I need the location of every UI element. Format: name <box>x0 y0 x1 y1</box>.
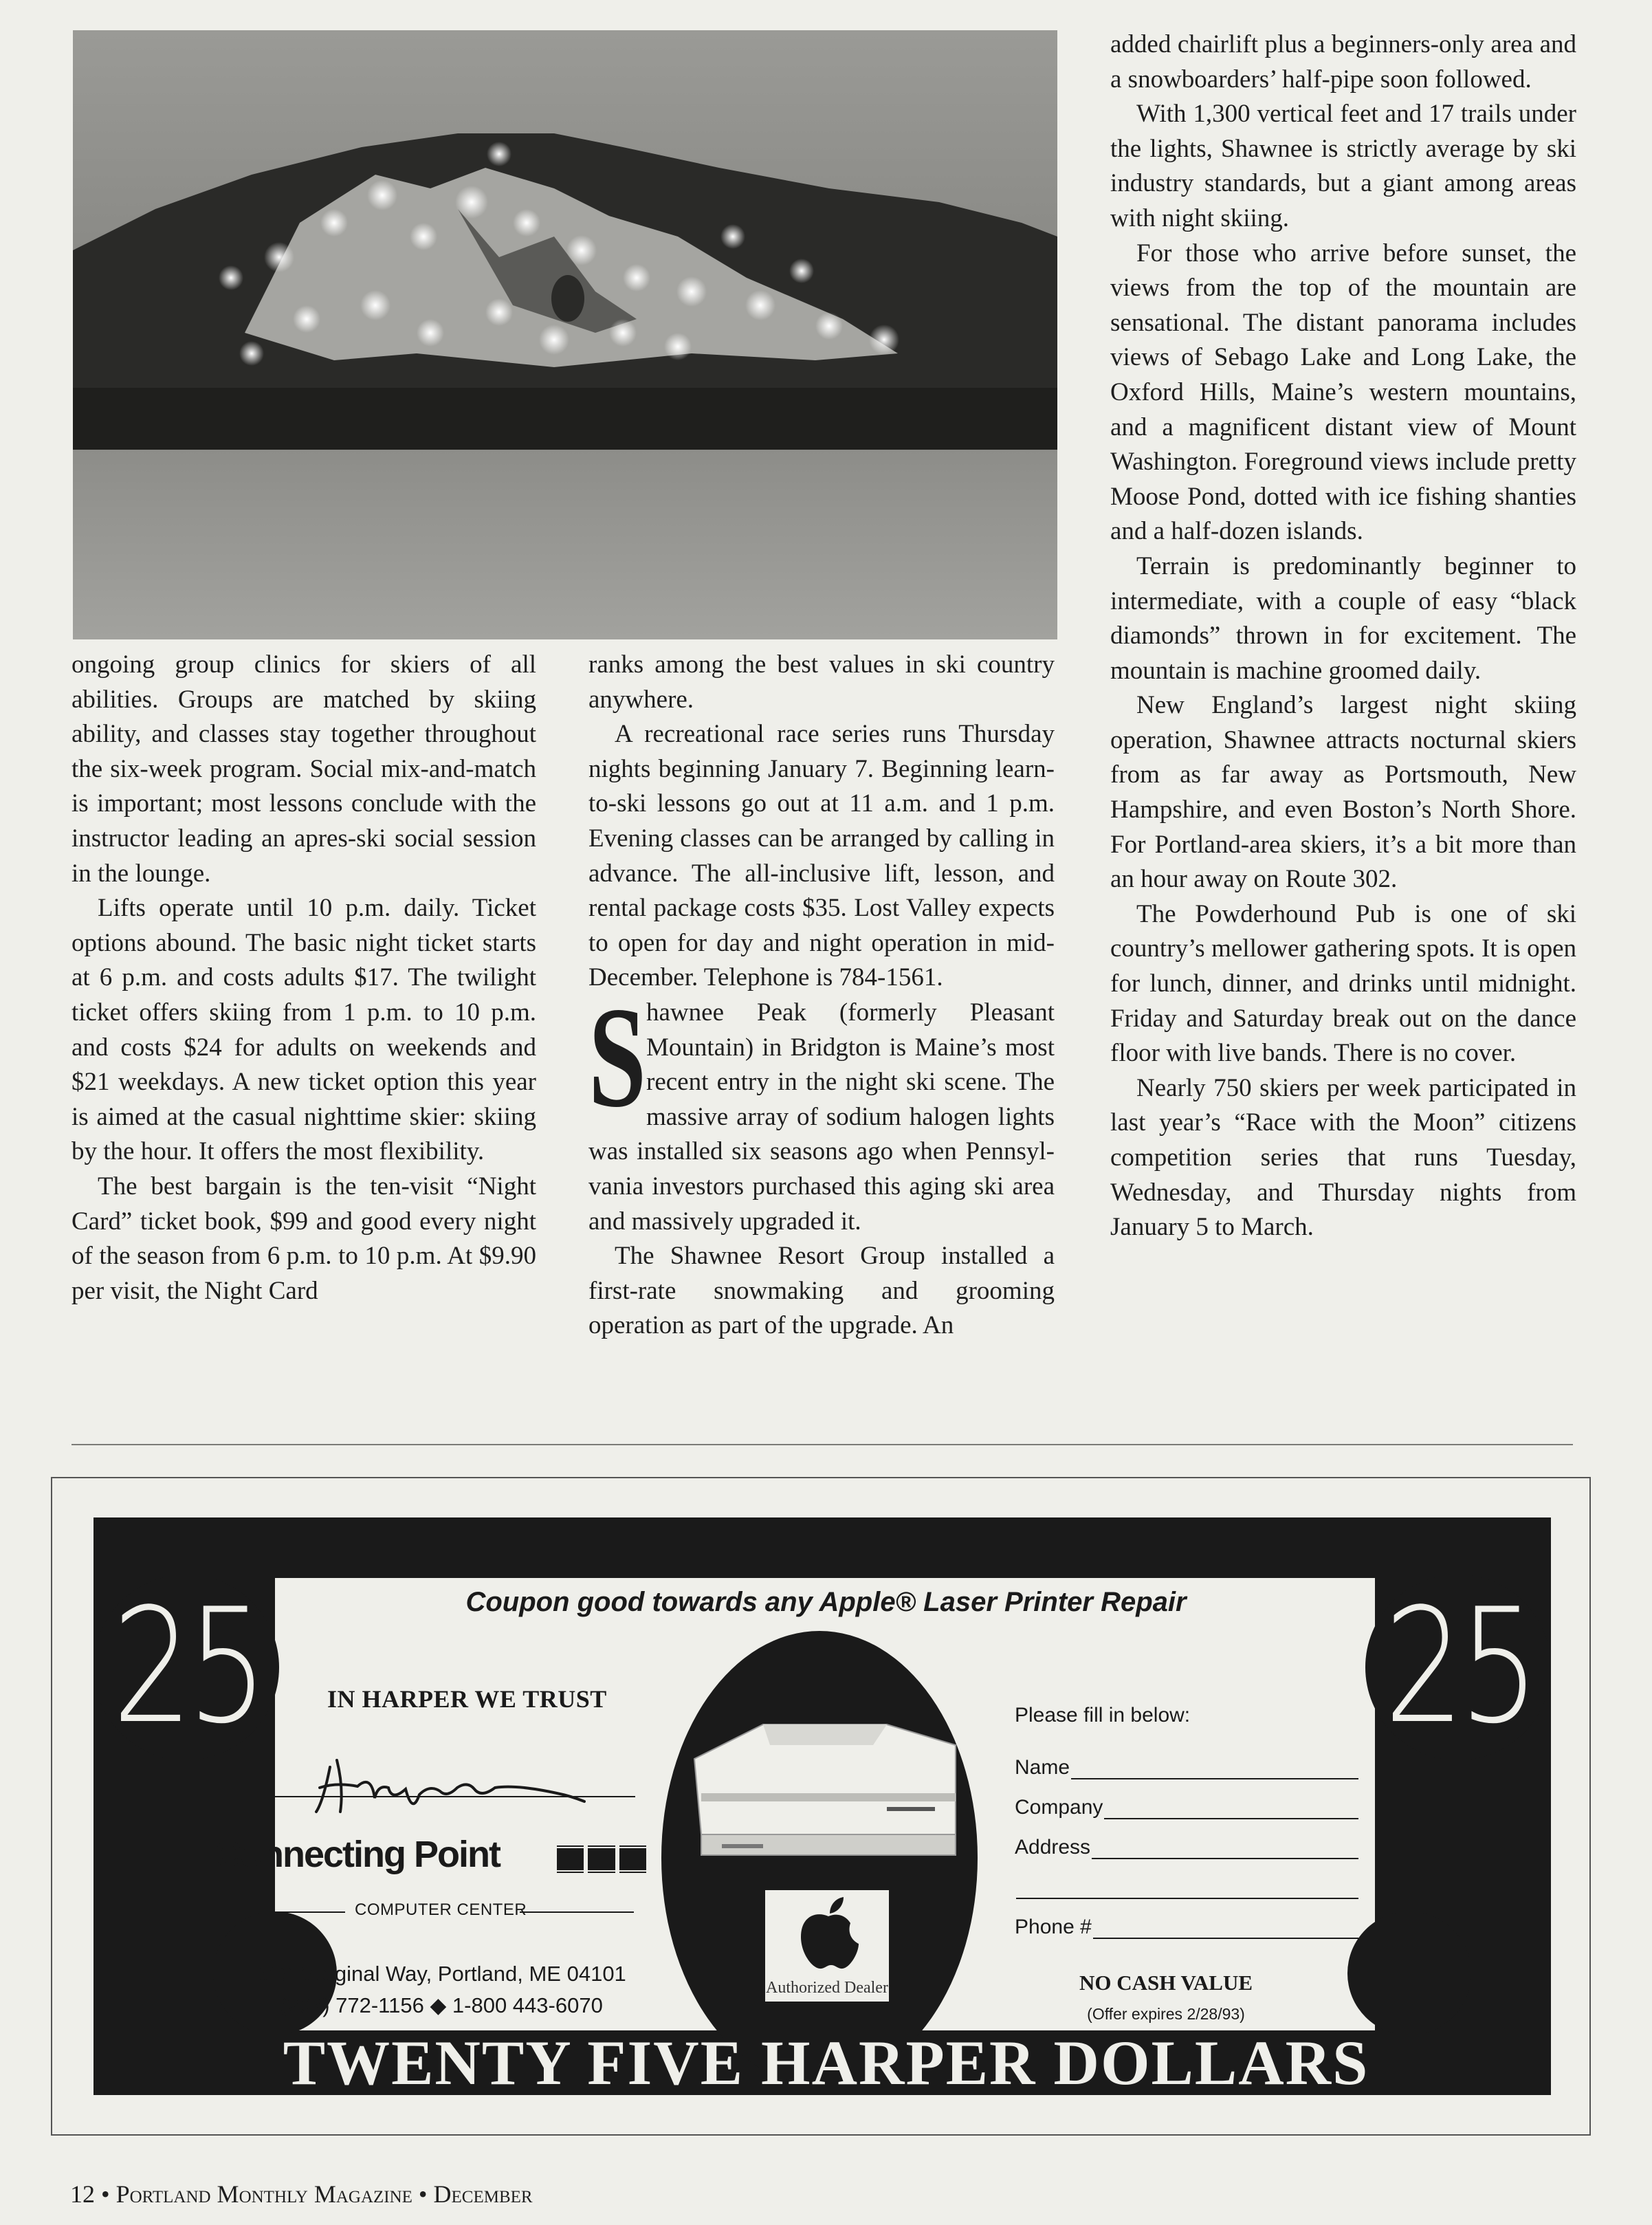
paragraph: A recreational race series runs Thursday nights beginning January 7. Beginning learn-to-ski lessons go out at 11 a.m. and 1 p.m. Evening classes can be arranged by calling in advance. The all-inclusive lift, lesson, and rental package costs $35. Lost Valley expects to open for day and night operation in mid-December. Telephone is 784-1561. <box>588 720 1055 992</box>
form-field-name[interactable]: Name <box>1015 1740 1358 1779</box>
denomination-left: 25 <box>93 1575 279 1760</box>
paragraph: The Shawnee Resort Group installed a first-rate snowmaking and grooming operation as part of the upgrade. An <box>588 1242 1055 1340</box>
coupon-form <box>1015 1704 1358 1939</box>
paragraph: added chairlift plus a beginners-only area and a snowboarders’ half-pipe soon followed. <box>1110 30 1576 94</box>
page-footer: 12 • Portland Monthly Magazine • December <box>70 2180 533 2208</box>
trust-motto: IN HARPER WE TRUST <box>327 1685 607 1713</box>
form-field-company[interactable]: Company <box>1015 1779 1358 1819</box>
paragraph: Nearly 750 skiers per week participated in last year’s “Race with the Moon” citizens competition series that runs Tuesday, Wednesday, and Thursday nights from January 5 to March. <box>1110 1073 1576 1242</box>
coupon-title: Coupon good towards any Apple® Laser Printer Repair <box>465 1587 1187 1617</box>
article-column-1 <box>71 648 536 1308</box>
divider <box>520 1911 634 1913</box>
paragraph: Terrain is predominantly beginner to intermediate, with a couple of easy “black diamonds” thrown in for excitement. The mountain is machine groomed daily. <box>1110 551 1576 685</box>
no-cash-value: NO CASH VALUE <box>1079 1971 1253 1995</box>
paragraph: New England’s largest night skiing operation, Shawnee attracts nocturnal skiers from as far away as Portsmouth, New Hampshire, and even Boston’s North Shore. For Portland-area skiers, it’s a bit more than an hour away on Route 302. <box>1110 691 1576 894</box>
phone-line: (207) 772-1156 ◆ 1-800 443-6070 <box>280 1993 603 2017</box>
form-field-phone[interactable]: Phone # <box>1015 1899 1358 1939</box>
form-field-address-2[interactable] <box>1015 1859 1358 1899</box>
paragraph-dropcap <box>588 977 1055 1239</box>
form-heading: Please fill in below: <box>1015 1704 1191 1727</box>
authorized-dealer-label: Authorized Dealer <box>766 1979 888 1997</box>
signature-line <box>214 1796 635 1797</box>
divider <box>214 1911 345 1913</box>
section-divider <box>71 1444 1573 1445</box>
company-subtitle: COMPUTER CENTER <box>355 1900 527 1919</box>
denomination-right: 25 <box>1365 1575 1551 1760</box>
connecting-point-logo-icon <box>557 1844 646 1874</box>
company-name: Connecting Point <box>214 1834 500 1875</box>
paragraph: ongoing group clinics for skiers of all abilities. Groups are matched by skiing ability, and classes stay together throughout the six-week program. Social mix-and-match is important; most lessons conclude with the instructor leading an apres-ski social session in the lounge. <box>71 650 536 888</box>
harper-signature-icon <box>309 1746 598 1822</box>
apple-logo-icon <box>795 1896 861 1971</box>
paragraph: With 1,300 vertical feet and 17 trails under the lights, Shawnee is strictly average by ski industry standards, but a giant among areas with night skiing. <box>1110 100 1576 232</box>
laser-printer-icon <box>681 1697 969 1869</box>
paragraph: The Powderhound Pub is one of ski country’s mellower gathering spots. It is open for lunch, dinner, and drinks until midnight. Friday and Saturday break out on the dance floor with live bands. There is no cover. <box>1110 899 1576 1068</box>
offer-expiry: (Offer expires 2/28/93) <box>1087 2005 1245 2023</box>
paragraph: For those who arrive before sunset, the views from the top of the mountain are sensational. The distant panorama includes views of Sebago Lake and Long Lake, the Oxford Hills, Maine’s western mountains, and a magnificent distant view of Mount Washington. Foreground views include pretty Moose Pond, dotted with ice fishing shanties and a half-dozen islands. <box>1110 239 1576 546</box>
dropcap-paragraph-text: hawnee Peak (formerly Pleasant Mountain) in Bridgton is Maine’s most recent entry in the night ski scene. The massive array of sodium halogen lights was installed six seasons ago when Pennsylvania investors purchased this aging ski area and massively upgraded it. <box>588 998 1055 1236</box>
mountain-night-photo <box>73 30 1057 639</box>
company-address <box>214 1958 668 2021</box>
bottom-banner: TWENTY FIVE HARPER DOLLARS <box>283 2028 1369 2098</box>
form-field-address[interactable]: Address <box>1015 1819 1358 1859</box>
article-column-3 <box>1110 28 1576 1245</box>
article-column-2 <box>588 648 1055 1344</box>
bill-corner-right <box>1347 1911 1471 2035</box>
drop-cap: S <box>588 977 647 1137</box>
paragraph: Lifts operate until 10 p.m. daily. Ticket options abound. The basic night ticket starts at 6 p.m. and costs adults $17. The twilight ticket offers skiing from 1 p.m. to 10 p.m. and costs $24 for adults on weekends and $21 weekdays. A new ticket option this year is aimed at the casual nighttime skier: skiing by the hour. It offers the most flexibility. <box>71 894 536 1166</box>
address-line: 319 Marginal Way, Portland, ME 04101 <box>256 1962 626 1986</box>
paragraph: ranks among the best values in ski country anywhere. <box>588 650 1055 714</box>
paragraph: The best bargain is the ten-visit “Night Card” ticket book, $99 and good every night of the season from 6 p.m. to 10 p.m. At $9.90 per visit, the Night Card <box>71 1172 536 1305</box>
authorized-dealer-badge <box>763 1888 891 2004</box>
